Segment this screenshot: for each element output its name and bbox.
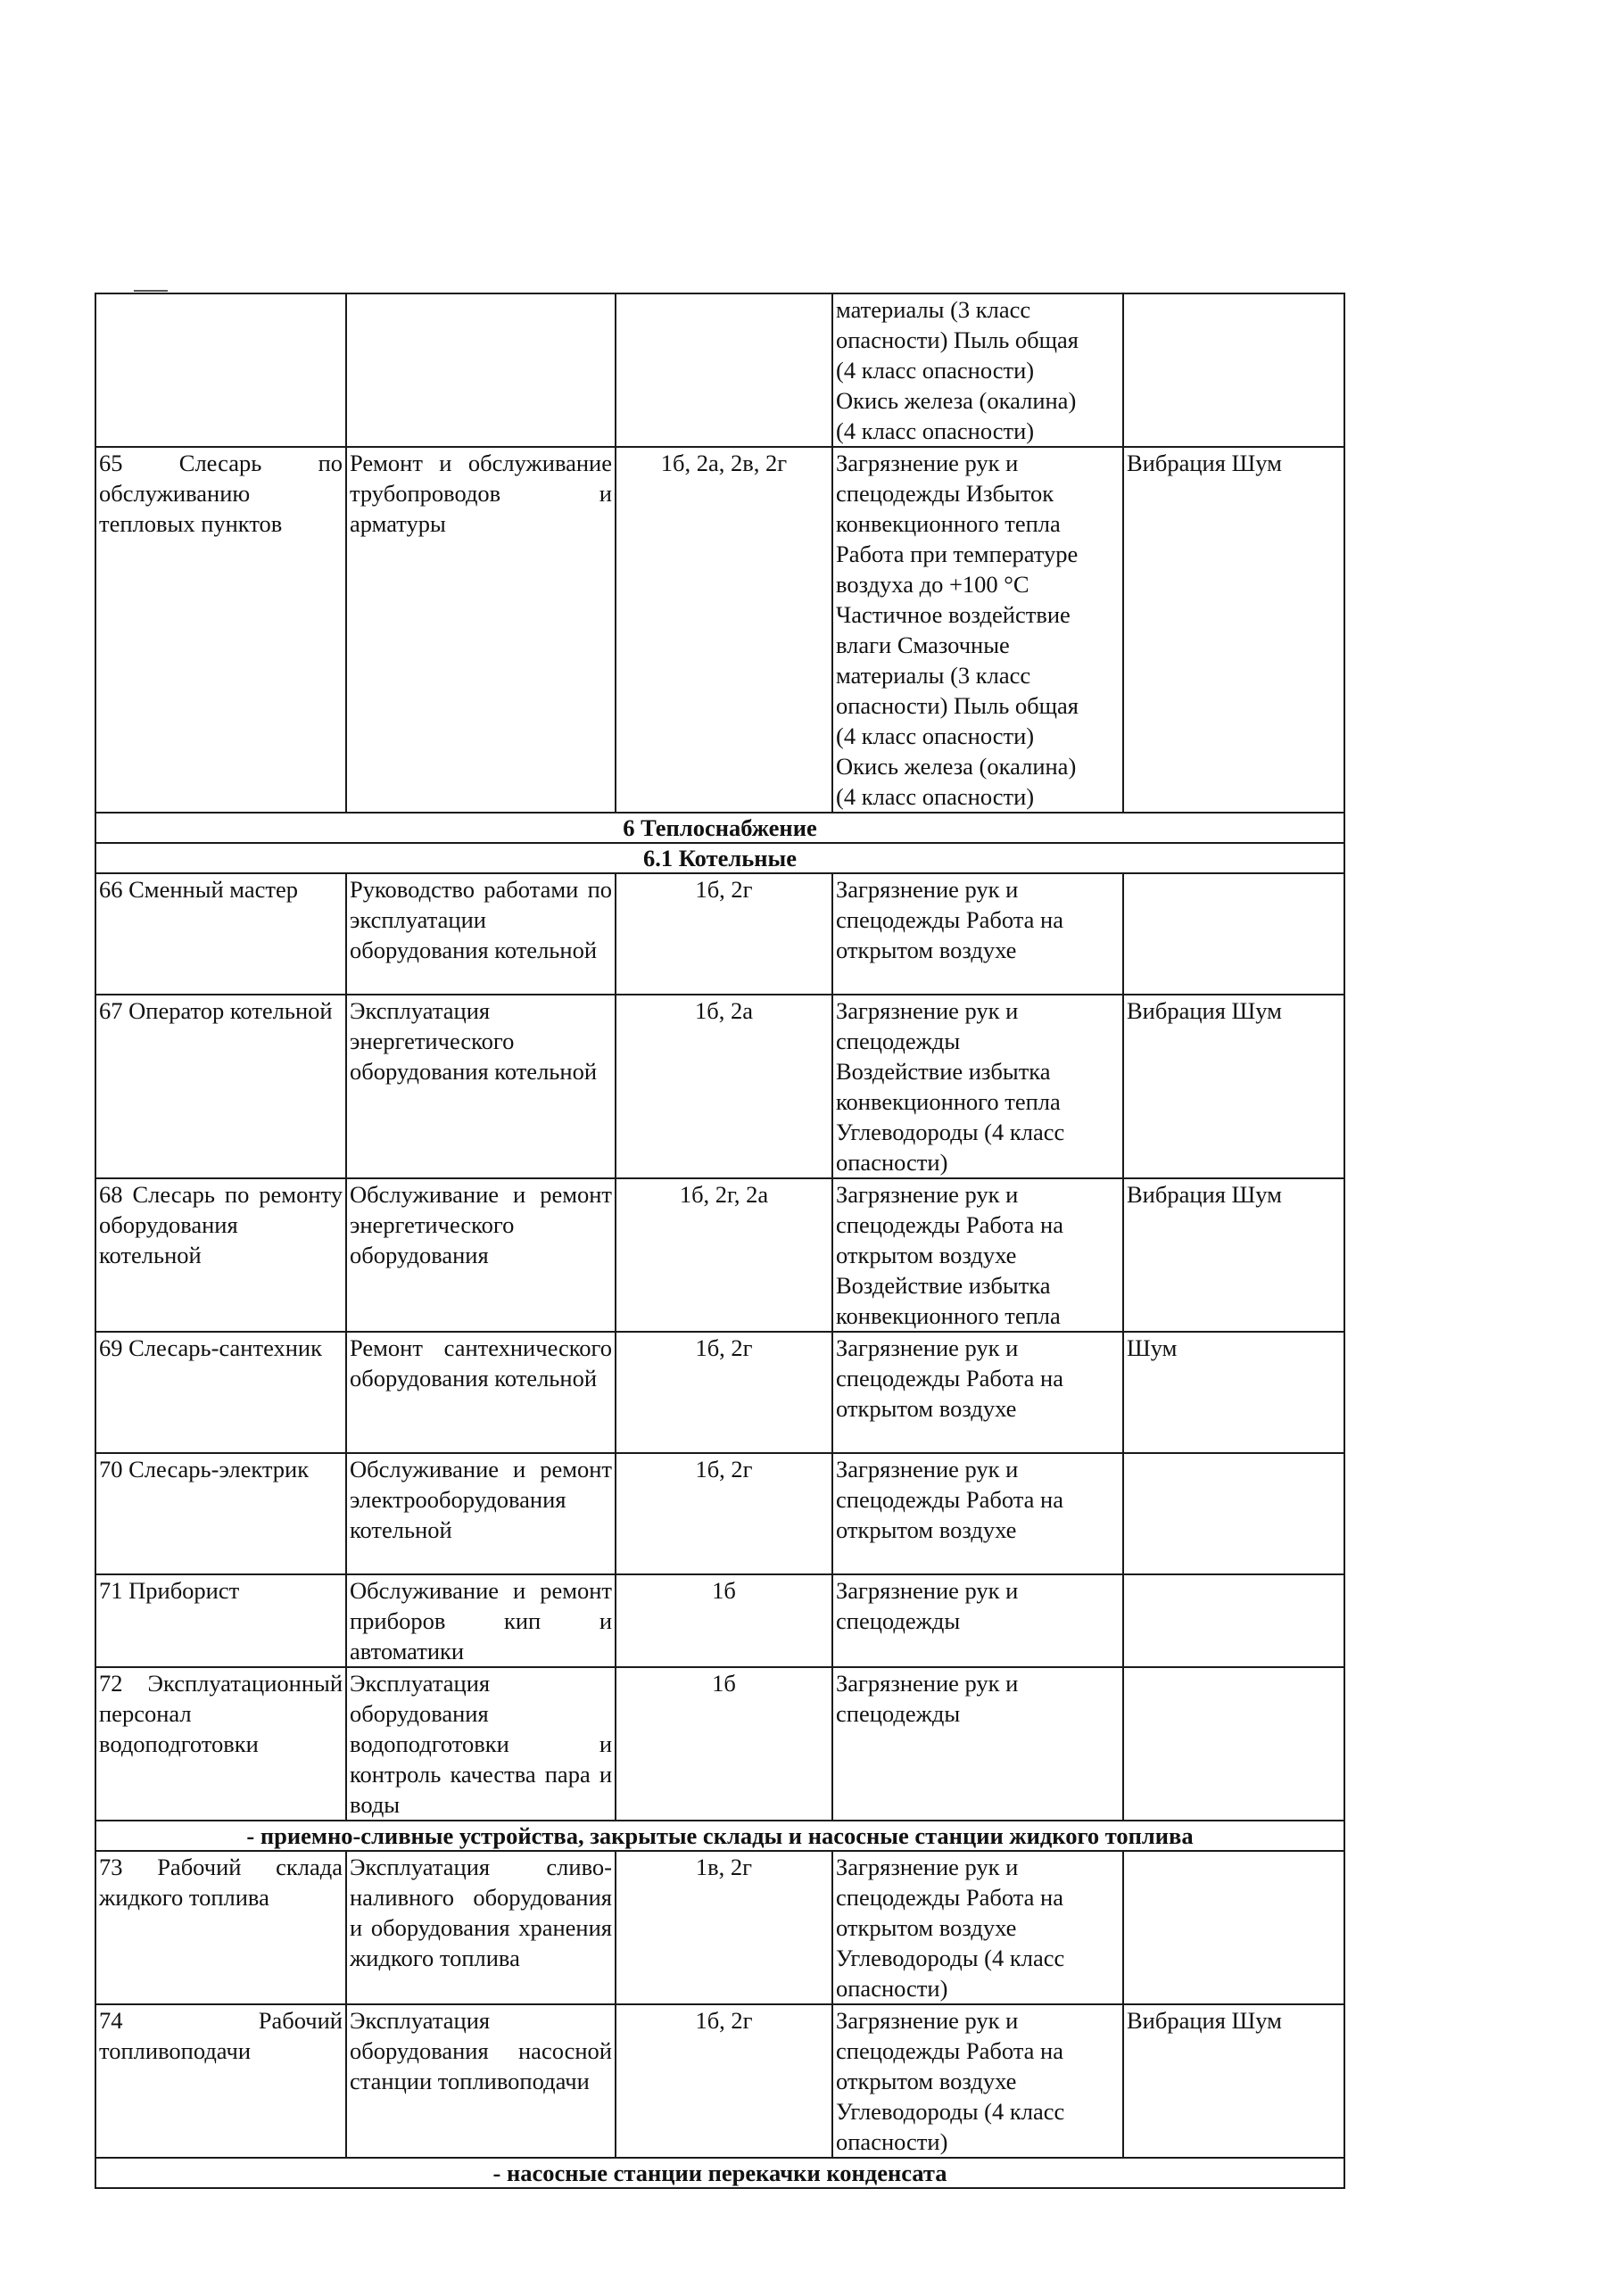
work-description-cell: Эксплуатация оборудования водоподготовки и контроль качества пара и воды: [346, 1667, 616, 1821]
hazard-line: Углеводороды (4 класс: [836, 1945, 1065, 1971]
hazard-line: конвекционного тепла: [836, 510, 1061, 537]
hazard-line: материалы (3 класс: [836, 662, 1031, 689]
hazard-line: Окись железа (окалина): [836, 753, 1077, 780]
hazard-line: открытом воздухе: [836, 2068, 1017, 2094]
hazard-line: спецодежды: [836, 1700, 961, 1727]
work-description-cell: Эксплуатация сливо-наливного оборудования и оборудования хранения жидкого топлива: [346, 1851, 616, 2004]
scan-artifact-mark: [134, 290, 168, 292]
hazard-line: (4 класс опасности): [836, 783, 1035, 810]
factors-cell: Вибрация Шум: [1123, 1178, 1344, 1332]
hazard-line: Воздействие избытка: [836, 1058, 1051, 1085]
hazard-code-cell: 1б: [616, 1667, 832, 1821]
hazard-code-cell: [616, 293, 832, 447]
hazard-line: опасности): [836, 2128, 948, 2155]
hazard-code-cell: 1б, 2г: [616, 873, 832, 995]
hazard-line: Воздействие избытка: [836, 1272, 1051, 1299]
work-description-cell: Обслуживание и ремонт электрооборудования котельной: [346, 1453, 616, 1574]
hazard-line: спецодежды Работа на: [836, 1211, 1063, 1238]
hazard-line: спецодежды Работа на: [836, 1884, 1063, 1911]
work-description-cell: Эксплуатация оборудования насосной станции топливоподачи: [346, 2004, 616, 2158]
profession-cell: [95, 293, 346, 447]
hazard-line: спецодежды Избыток: [836, 480, 1054, 507]
work-description-cell: Эксплуатация энергетического оборудования котельной: [346, 995, 616, 1178]
table-row: [95, 1851, 1344, 2004]
hazard-line: Загрязнение рук и: [836, 997, 1019, 1024]
hazard-line: (4 класс опасности): [836, 357, 1035, 384]
hazard-line: опасности): [836, 1149, 948, 1176]
hazards-cell: [832, 1851, 1123, 2004]
hazard-line: спецодежды Работа на: [836, 906, 1063, 933]
hazard-line: Загрязнение рук и: [836, 1181, 1019, 1208]
factors-cell: [1123, 293, 1344, 447]
hazard-table: [95, 293, 1345, 2189]
hazard-line: открытом воздухе: [836, 1914, 1017, 1941]
hazard-line: Окись железа (окалина): [836, 387, 1077, 414]
factors-cell: [1123, 1574, 1344, 1667]
hazard-line: открытом воздухе: [836, 937, 1017, 963]
hazard-code-cell: 1б, 2г: [616, 2004, 832, 2158]
hazard-line: Загрязнение рук и: [836, 1577, 1019, 1604]
hazard-code-cell: 1б: [616, 1574, 832, 1667]
factors-cell: [1123, 1453, 1344, 1574]
hazards-cell: [832, 447, 1123, 813]
section-heading-row: [95, 2158, 1344, 2188]
factors-cell: [1123, 1851, 1344, 2004]
hazard-code-cell: 1б, 2а: [616, 995, 832, 1178]
hazard-line: Загрязнение рук и: [836, 2007, 1019, 2034]
hazard-line: Углеводороды (4 класс: [836, 1119, 1065, 1145]
factors-cell: Вибрация Шум: [1123, 447, 1344, 813]
hazards-cell: [832, 293, 1123, 447]
hazard-line: (4 класс опасности): [836, 417, 1035, 444]
table-row: [95, 873, 1344, 995]
work-description-cell: Ремонт и обслуживание трубопроводов и арматуры: [346, 447, 616, 813]
hazard-line: конвекционного тепла: [836, 1302, 1061, 1329]
factors-cell: Шум: [1123, 1332, 1344, 1453]
profession-cell: 67 Оператор котельной: [95, 995, 346, 1178]
hazard-line: Загрязнение рук и: [836, 450, 1019, 476]
profession-cell: 69 Слесарь-сантехник: [95, 1332, 346, 1453]
hazard-line: (4 класс опасности): [836, 723, 1035, 749]
table-row: [95, 1574, 1344, 1667]
hazard-line: спецодежды Работа на: [836, 1365, 1063, 1392]
table-row: [95, 995, 1344, 1178]
hazard-line: опасности) Пыль общая: [836, 326, 1079, 353]
table-row: [95, 1667, 1344, 1821]
table-row: [95, 293, 1344, 447]
section-heading: 6 Теплоснабжение: [95, 813, 1344, 843]
table-row: [95, 1178, 1344, 1332]
hazard-line: воздуха до +100 °С: [836, 571, 1029, 598]
table-row: [95, 2004, 1344, 2158]
hazards-cell: [832, 1574, 1123, 1667]
hazard-line: опасности) Пыль общая: [836, 692, 1079, 719]
hazards-cell: [832, 1453, 1123, 1574]
hazard-line: Загрязнение рук и: [836, 1854, 1019, 1880]
profession-cell: 70 Слесарь-электрик: [95, 1453, 346, 1574]
hazard-line: спецодежды Работа на: [836, 1486, 1063, 1513]
profession-cell: 74 Рабочий топливоподачи: [95, 2004, 346, 2158]
work-description-cell: Руководство работами по эксплуатации оборудования котельной: [346, 873, 616, 995]
table-row: [95, 1332, 1344, 1453]
hazard-line: конвекционного тепла: [836, 1088, 1061, 1115]
work-description-cell: Обслуживание и ремонт приборов кип и автоматики: [346, 1574, 616, 1667]
factors-cell: Вибрация Шум: [1123, 995, 1344, 1178]
profession-cell: 66 Сменный мастер: [95, 873, 346, 995]
table-row: [95, 447, 1344, 813]
hazards-cell: [832, 1332, 1123, 1453]
profession-cell: 65 Слесарь по обслуживанию тепловых пунктов: [95, 447, 346, 813]
work-description-cell: [346, 293, 616, 447]
hazard-line: спецодежды: [836, 1607, 961, 1634]
hazard-line: Загрязнение рук и: [836, 1334, 1019, 1361]
section-heading: - насосные станции перекачки конденсата: [95, 2158, 1344, 2188]
hazards-cell: [832, 995, 1123, 1178]
hazard-code-cell: 1б, 2а, 2в, 2г: [616, 447, 832, 813]
hazard-line: Углеводороды (4 класс: [836, 2098, 1065, 2125]
factors-cell: [1123, 1667, 1344, 1821]
hazard-line: Частичное воздействие: [836, 601, 1071, 628]
hazard-code-cell: 1б, 2г: [616, 1332, 832, 1453]
hazards-cell: [832, 1667, 1123, 1821]
factors-cell: [1123, 873, 1344, 995]
hazards-cell: [832, 2004, 1123, 2158]
hazard-code-cell: 1в, 2г: [616, 1851, 832, 2004]
section-heading-row: [95, 843, 1344, 873]
hazards-cell: [832, 873, 1123, 995]
factors-cell: Вибрация Шум: [1123, 2004, 1344, 2158]
profession-cell: 68 Слесарь по ремонту оборудования котельной: [95, 1178, 346, 1332]
table-row: [95, 1453, 1344, 1574]
hazard-code-cell: 1б, 2г, 2а: [616, 1178, 832, 1332]
section-heading: 6.1 Котельные: [95, 843, 1344, 873]
section-heading-row: [95, 813, 1344, 843]
hazard-line: влаги Смазочные: [836, 632, 1010, 658]
profession-cell: 73 Рабочий склада жидкого топлива: [95, 1851, 346, 2004]
profession-cell: 71 Приборист: [95, 1574, 346, 1667]
hazard-line: Загрязнение рук и: [836, 1670, 1019, 1697]
work-description-cell: Ремонт сантехнического оборудования котельной: [346, 1332, 616, 1453]
hazard-line: Загрязнение рук и: [836, 1456, 1019, 1482]
hazard-line: открытом воздухе: [836, 1242, 1017, 1268]
hazard-line: спецодежды: [836, 1028, 961, 1054]
section-heading: - приемно-сливные устройства, закрытые склады и насосные станции жидкого топлива: [95, 1821, 1344, 1851]
section-heading-row: [95, 1821, 1344, 1851]
hazard-line: Загрязнение рук и: [836, 876, 1019, 903]
hazard-line: открытом воздухе: [836, 1516, 1017, 1543]
hazard-line: спецодежды Работа на: [836, 2037, 1063, 2064]
hazard-line: Работа при температуре: [836, 541, 1079, 567]
hazard-line: открытом воздухе: [836, 1395, 1017, 1422]
hazards-cell: [832, 1178, 1123, 1332]
hazard-code-cell: 1б, 2г: [616, 1453, 832, 1574]
hazard-table-body: [95, 293, 1344, 2188]
hazard-line: опасности): [836, 1975, 948, 2002]
hazard-line: материалы (3 класс: [836, 296, 1031, 323]
profession-cell: 72 Эксплуатационный персонал водоподготовки: [95, 1667, 346, 1821]
work-description-cell: Обслуживание и ремонт энергетического оборудования: [346, 1178, 616, 1332]
